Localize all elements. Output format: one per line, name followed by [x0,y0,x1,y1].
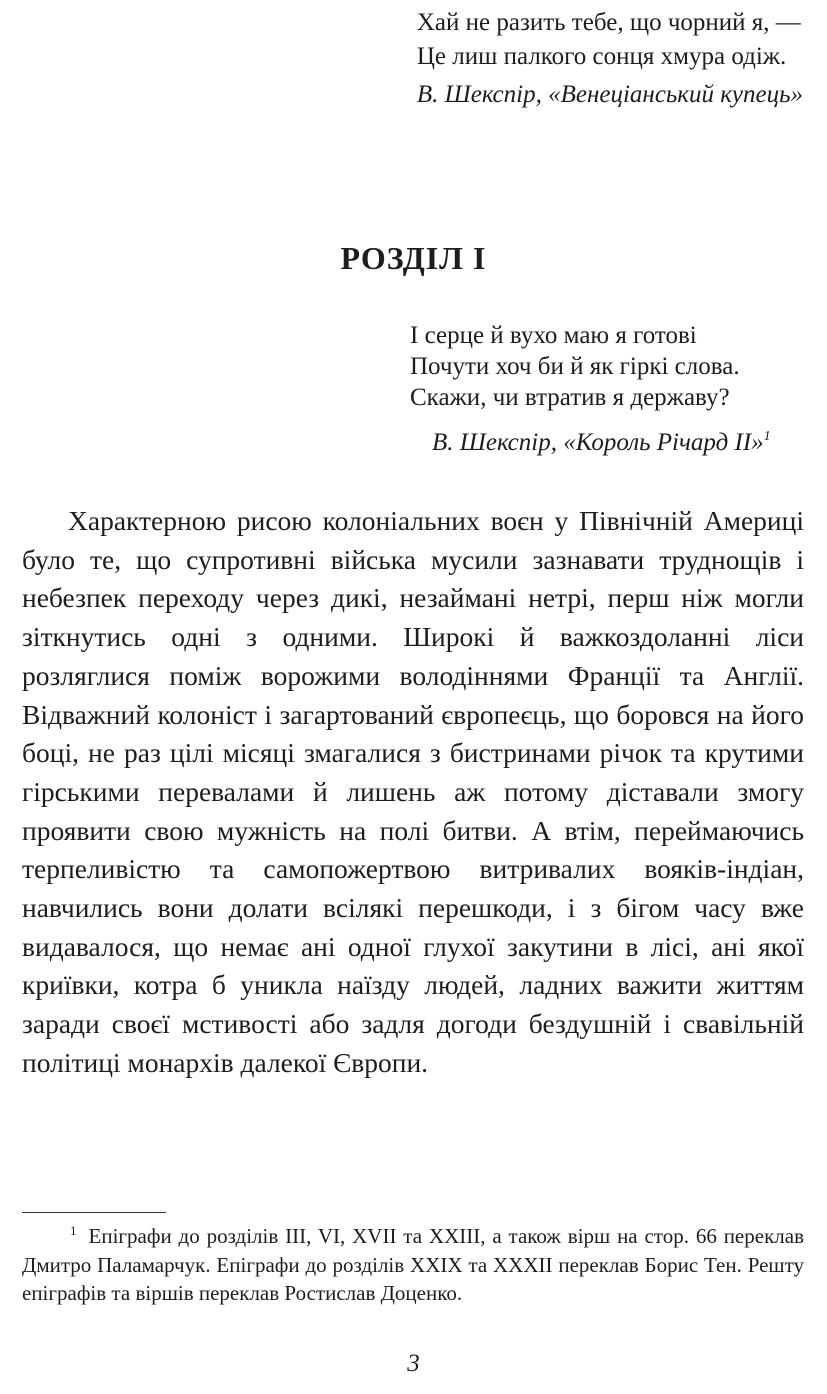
footnote-reference-marker[interactable]: 1 [763,429,771,444]
epigraph-top-line-1: Хай не разить тебе, що чорний я, — [416,9,801,36]
chapter-title: РОЗДІЛ І [340,240,487,276]
epigraph-top-attribution: В. Шекспір, «Венеціанський купець» [416,81,803,108]
epigraph-top-line-2: Це лиш палкого сонця хмура одіж. [416,43,787,70]
epigraph-chapter-line-3: Скажи, чи втратив я державу? [410,384,730,411]
epigraph-chapter-attribution [432,421,771,458]
body-paragraph [22,502,804,1083]
body-paragraph-text: Характерною рисою колоніальних воєн у Північній Америці було те, що супротивні війська мусили зазнавати труднощів і небезпек переходу через дикі, незаймані нетрі, перш ніж могли зіткнутись одні з одними. Широкі й важкоздоланні ліси розляглися поміж ворожими володіннями Франції та Англії. Відважний колоніст і загартований європеєць, що боровся на його боці, не раз цілі місяці змагалися з бистринами річок та крутими гірськими перевалами й лишень аж потому діставали змогу проявити свою мужність на полі битви. А втім, переймаючись терпеливістю та самопожертвою витривалих вояків-індіан, навчились вони долати всілякі перешкоди, і з бігом часу вже видавалося, що немає ані одної глухої закутини в лісі, ані якої криївки, котра б уникла наїзду людей, ладних важити життям заради своєї мстивості або задля догоди бездушній і свавільній політиці монархів далекої Європи. [22,505,804,1078]
epigraph-top [417,6,801,112]
epigraph-chapter-line-2: Почути хоч би й як гіркі слова. [410,353,740,380]
footnote [22,1217,804,1308]
epigraph-chapter [410,320,771,458]
page-number: 3 [407,1350,420,1377]
footnote-separator [22,1212,166,1213]
footnote-text: Епіграфи до розділів III, VI, XVII та XXIII, а також вірш на стор. 66 переклав Дмитро Паламарчук. Епіграфи до розділів XXIX та XXXII переклав Борис Тен. Решту епіграфів та віршів переклав Ростислав Доценко. [22,1224,804,1305]
epigraph-chapter-attribution-text: В. Шекспір, «Король Річард ІІ» [432,429,764,456]
epigraph-chapter-line-1: І серце й вухо маю я готові [410,322,697,349]
footnote-marker: 1 [70,1223,77,1238]
